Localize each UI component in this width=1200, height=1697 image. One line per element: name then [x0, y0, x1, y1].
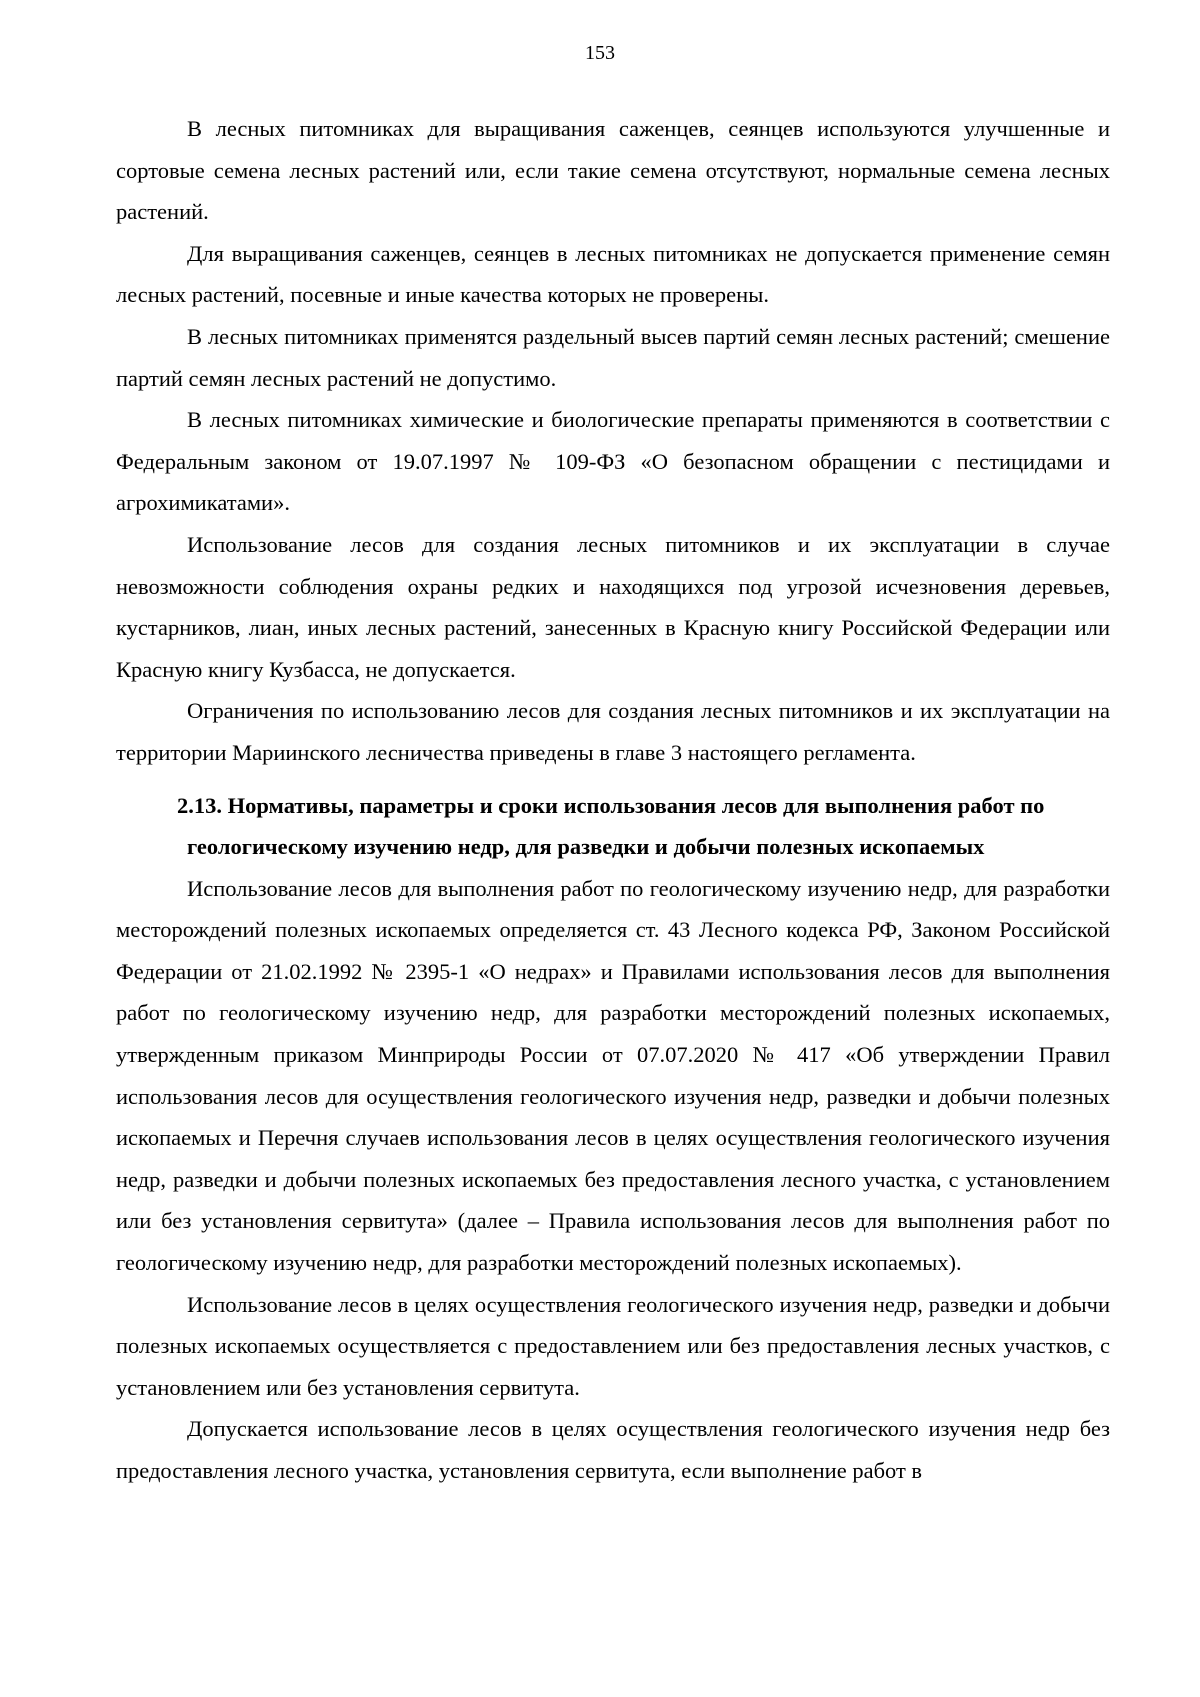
paragraph-forest-use: Использование лесов в целях осуществления геологического изучения недр, разведки и добычи полезных ископаемых осуществляется с предоставлением или без предоставления лесных участков, с установлением или без установления сервитута.	[116, 1291, 1110, 1400]
paragraph-red-book: Использование лесов для создания лесных питомников и их эксплуатации в случае невозможности соблюдения охраны редких и находящихся под угрозой исчезновения деревьев, кустарников, лиан, иных лесных растений, занесенных в Красную книгу Российской Федерации или Красную книгу Кузбасса, не допускается.	[116, 531, 1110, 682]
section-heading-line1: 2.13. Нормативы, параметры и сроки использования лесов для выполнения работ по	[177, 792, 1045, 818]
document-body	[116, 108, 1110, 1492]
paragraph-seed-quality: Для выращивания саженцев, сеянцев в лесных питомниках не допускается применение семян лесных растений, посевные и иные качества которых не проверены.	[116, 240, 1110, 308]
page-number: 153	[585, 42, 615, 64]
paragraph-permitted-use: Допускается использование лесов в целях осуществления геологического изучения недр без предоставления лесного участка, установления сервитута, если выполнение работ в	[116, 1416, 1110, 1483]
section-heading-line2: геологическому изучению недр, для разведки и добычи полезных ископаемых	[187, 834, 985, 860]
paragraph-seeds: В лесных питомниках для выращивания саженцев, сеянцев используются улучшенные и сортовые семена лесных растений или, если такие семена отсутствуют, нормальные семена лесных растений.	[116, 116, 1110, 225]
paragraph-restrictions: Ограничения по использованию лесов для создания лесных питомников и их эксплуатации на территории Мариинского лесничества приведены в главе 3 настоящего регламента.	[116, 698, 1110, 765]
section-heading	[116, 785, 1110, 868]
paragraph-legal-basis: Использование лесов для выполнения работ по геологическому изучению недр, для разработки месторождений полезных ископаемых определяется ст. 43 Лесного кодекса РФ, Законом Российской Федерации от 21.02.1992 № 2395-1 «О недрах» и Правилами использования лесов для выполнения работ по геологическому изучению недр, для разработки месторождений полезных ископаемых, утвержденным приказом Минприроды России от 07.07.2020 № 417 «Об утверждении Правил использования лесов для осуществления геологического изучения недр, разведки и добычи полезных ископаемых и Перечня случаев использования лесов в целях осуществления геологического изучения недр, разведки и добычи полезных ископаемых без предоставления лесного участка, с установлением или без установления сервитута» (далее – Правила использования лесов для выполнения работ по геологическому изучению недр, для разработки месторождений полезных ископаемых).	[116, 875, 1110, 1276]
paragraph-chemicals: В лесных питомниках химические и биологические препараты применяются в соответствии с Федеральным законом от 19.07.1997 № 109-ФЗ «О безопасном обращении с пестицидами и агрохимикатами».	[116, 407, 1110, 516]
paragraph-separate-sowing: В лесных питомниках применятся раздельный высев партий семян лесных растений; смешение партий семян лесных растений не допустимо.	[116, 323, 1110, 391]
